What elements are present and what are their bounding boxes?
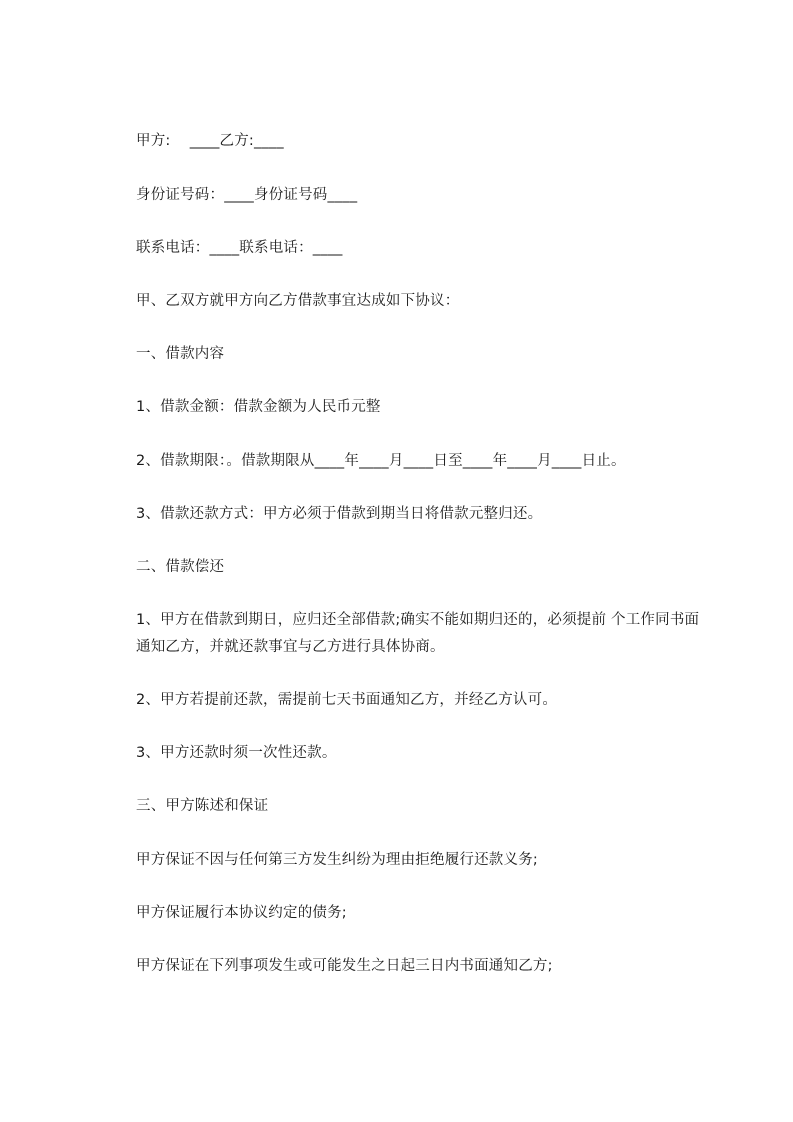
repayment-clause-2: 2、甲方若提前还款，需提前七天书面通知乙方，并经乙方认可。	[136, 692, 558, 708]
id-number-line: 身份证号码：____身份证号码____	[136, 187, 358, 203]
repayment-method-clause: 3、借款还款方式：甲方必须于借款到期当日将借款元整归还。	[136, 506, 543, 522]
repayment-clause-1: 1、甲方在借款到期日，应归还全部借款;确实不能如期归还的，必须提前 个工作同书面通知乙方，并就还款事宜与乙方进行具体协商。	[136, 612, 700, 655]
repayment-clause-3: 3、甲方还款时须一次性还款。	[136, 745, 337, 761]
section-heading-loan-content: 一、借款内容	[136, 346, 225, 362]
loan-amount-clause: 1、借款金额：借款金额为人民币元整	[136, 399, 381, 415]
warranty-clause-3: 甲方保证在下列事项发生或可能发生之日起三日内书面通知乙方;	[136, 958, 553, 974]
agreement-intro: 甲、乙双方就甲方向乙方借款事宜达成如下协议：	[136, 293, 460, 309]
party-names-line: 甲方: ____乙方:____	[136, 133, 284, 149]
loan-term-clause: 2、借款期限：。借款期限从____年____月____日至____年____月____日止。	[136, 453, 626, 469]
phone-line: 联系电话：____联系电话：____	[136, 240, 343, 256]
section-heading-repayment: 二、借款偿还	[136, 559, 225, 575]
warranty-clause-2: 甲方保证履行本协议约定的债务;	[136, 905, 347, 921]
warranty-clause-1: 甲方保证不因与任何第三方发生纠纷为理由拒绝履行还款义务;	[136, 852, 538, 868]
section-heading-warranties: 三、甲方陈述和保证	[136, 798, 269, 814]
